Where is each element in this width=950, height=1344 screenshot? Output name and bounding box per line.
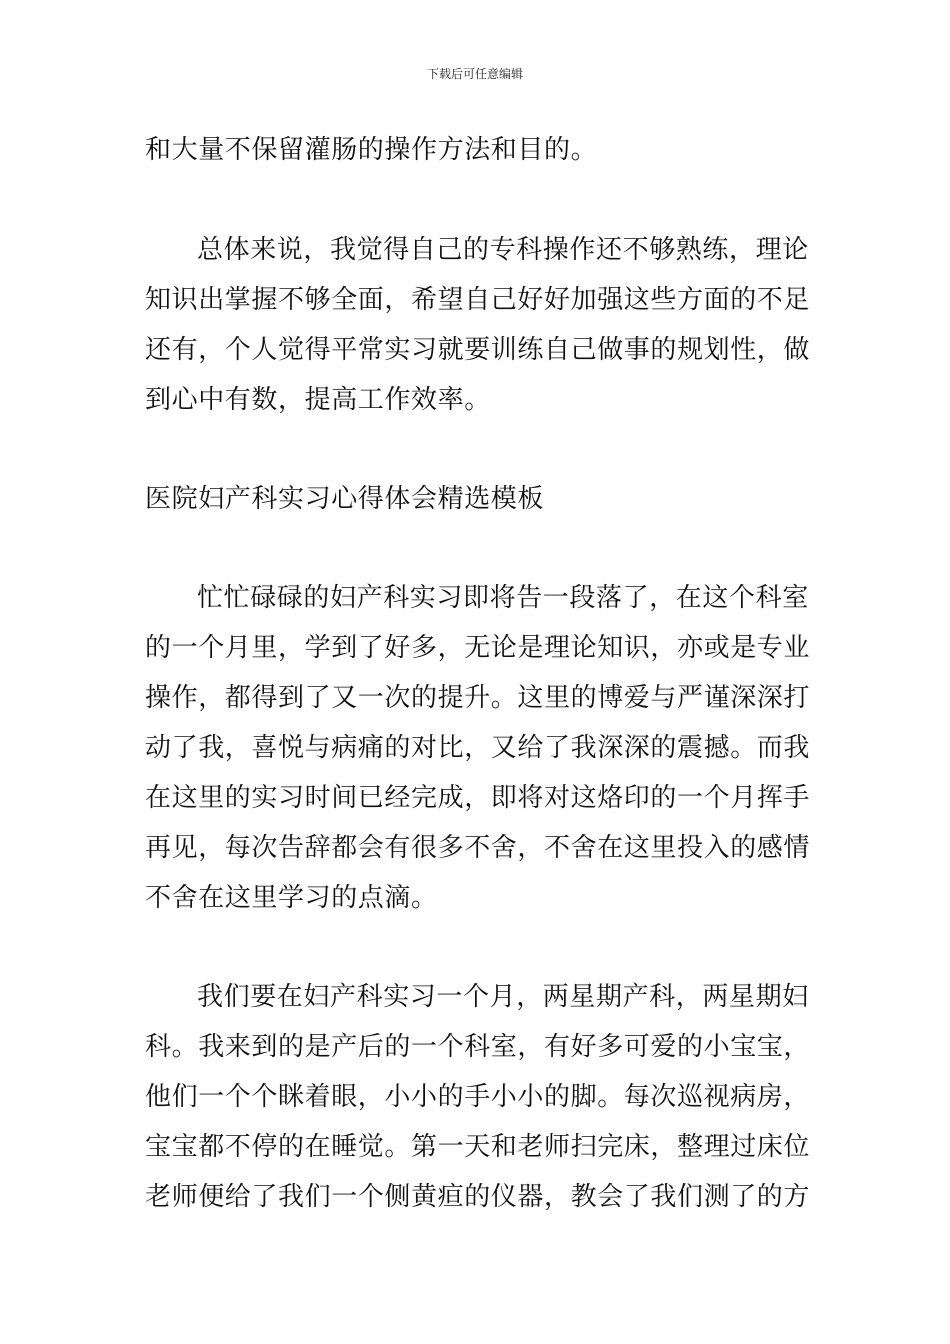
text-line: 科。我来到的是产后的一个科室，有好多可爱的小宝宝， bbox=[145, 1032, 811, 1062]
text-line: 操作，都得到了又一次的提升。这里的博爱与严谨深深打 bbox=[145, 683, 811, 713]
section-heading: 医院妇产科实习心得体会精选模板 bbox=[145, 484, 545, 514]
text-line: 动了我，喜悦与病痛的对比，又给了我深深的震撼。而我 bbox=[145, 733, 811, 763]
text-line: 不舍在这里学习的点滴。 bbox=[145, 883, 438, 913]
text-line: 到心中有数，提高工作效率。 bbox=[145, 385, 491, 415]
text-line: 再见，每次告辞都会有很多不舍，不舍在这里投入的感情 bbox=[145, 833, 811, 863]
text-line: 他们一个个眯着眼，小小的手小小的脚。每次巡视病房， bbox=[145, 1082, 811, 1112]
text-line: 在这里的实习时间已经完成，即将对这烙印的一个月挥手 bbox=[145, 783, 811, 813]
text-line: 我们要在妇产科实习一个月，两星期产科，两星期妇 bbox=[197, 982, 809, 1012]
text-line: 老师便给了我们一个侧黄疸的仪器，教会了我们测了的方 bbox=[145, 1182, 811, 1212]
text-line: 和大量不保留灌肠的操作方法和目的。 bbox=[145, 135, 598, 165]
text-line: 忙忙碌碌的妇产科实习即将告一段落了，在这个科室 bbox=[197, 583, 809, 613]
page-header-note: 下载后可任意编辑 bbox=[426, 67, 523, 81]
text-line: 的一个月里，学到了好多，无论是理论知识，亦或是专业 bbox=[145, 633, 811, 663]
text-line: 知识出掌握不够全面，希望自己好好加强这些方面的不足 bbox=[145, 285, 811, 315]
text-line: 总体来说，我觉得自己的专科操作还不够熟练，理论 bbox=[197, 235, 809, 265]
text-line: 还有，个人觉得平常实习就要训练自己做事的规划性，做 bbox=[145, 335, 811, 365]
text-line: 宝宝都不停的在睡觉。第一天和老师扫完床，整理过床位 bbox=[145, 1132, 811, 1162]
